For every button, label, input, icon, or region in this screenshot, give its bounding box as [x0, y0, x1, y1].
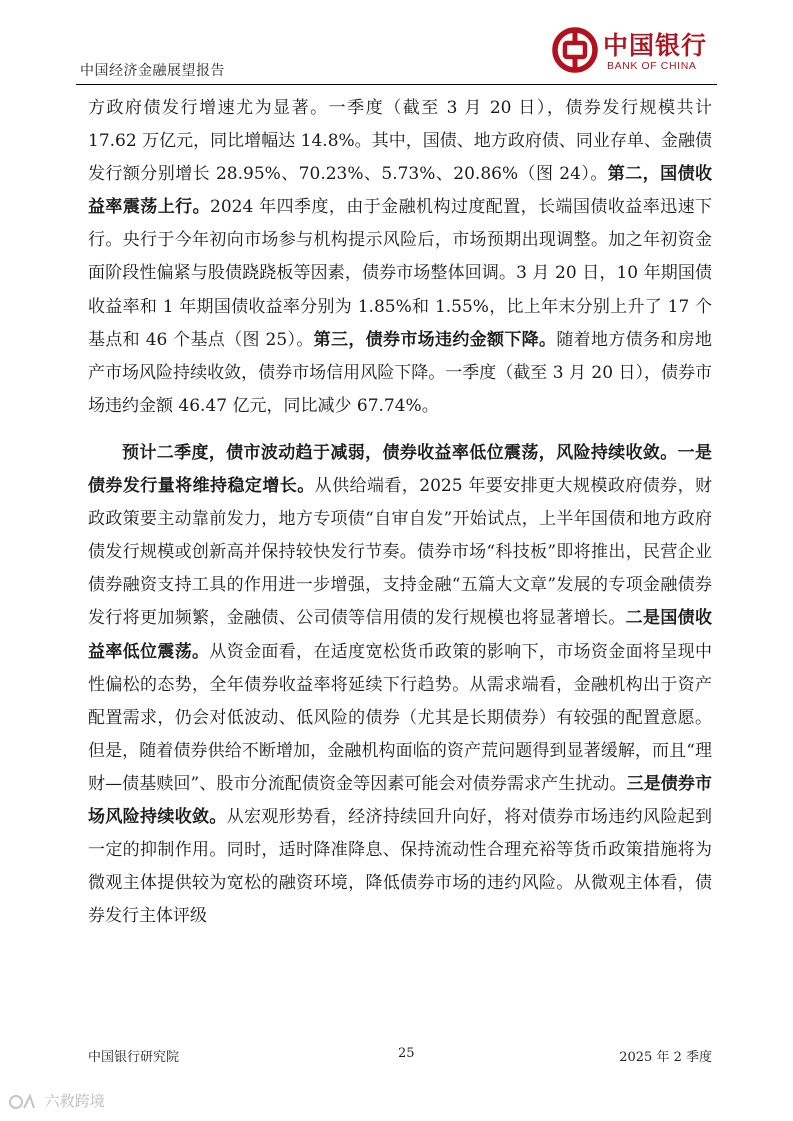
text-run-bold: 二是国债收益率低位震荡。 [88, 608, 713, 662]
text-run: 方政府债发行增速尤为显著。一季度（截至 3 月 20 日），债券发行规模共计 17.62 万亿元，同比增幅达 14.8%。其中，国债、地方政府债、同业存单、金融债发行额分别增长 28.95%、70.23%、5.73%、20.86%（图 24）。 [88, 98, 712, 185]
text-run: 从宏观形势看，经济持续回升向好，将对债券市场违约风险起到一定的抑制作用。同时，适时降准降息、保持流动性合理充裕等货币政策措施将为微观主体提供较为宽松的融资环境，降低债券市场的违约风险。从微观主体看，债券发行主体评级 [88, 806, 713, 927]
text-run-bold: 预计二季度，债市波动趋于减弱，债券收益率低位震荡，风险持续收敛。一是债券发行量将维持稳定增长。 [88, 442, 712, 497]
bank-of-china-emblem-icon [551, 26, 599, 74]
bank-of-china-logo [551, 24, 711, 80]
footer-period: 2025 年 2 季度 [619, 1050, 712, 1065]
watermark-text: 六救跨境 [44, 1092, 105, 1110]
text-run: 从供给端看，2025 年要安排更大规模政府债券，财政政策要主动靠前发力，地方专项债“自审自发”开始试点，上半年国债和地方政府债发行规模或创新高并保持较快发行节奏。债券市场“科技板”即将推出，民营企业债券融资支持工具的作用进一步增强，支持金融“五篇大文章”发展的专项金融债券发行将更加频繁，金融债、公司债等信用债的发行规模也将显著增长。 [88, 476, 713, 629]
paragraph-bond-market-outlook [88, 437, 712, 933]
report-body [88, 92, 712, 933]
text-run-bold: 第三，债券市场违约金额下降。 [313, 329, 557, 350]
page-footer [88, 1046, 712, 1066]
text-run-bold: 第二，国债收益率震荡上行。 [88, 164, 713, 218]
page-header [76, 0, 717, 86]
text-run: 2024 年四季度，由于金融机构过度配置，长端国债收益率迅速下行。央行于今年初向市场参与机构提示风险后，市场预期出现调整。加之年初资金面阶段性偏紧与股债跷跷板等因素，债券市场整体回调。3 月 20 日，10 年期国债收益率和 1 年期国债收益率分别为 1.85%和 1.55%，比上年末分别上升了 17 个基点和 46 个基点（图 25）。 [88, 197, 713, 350]
page-number: 25 [398, 1046, 415, 1061]
logo-chinese-name: 中国银行 [603, 31, 708, 60]
paragraph-bond-market-review [88, 92, 712, 423]
text-run: 随着地方债务和房地产市场风险持续收敛，债券市场信用风险下降。一季度（截至 3 月 20 日），债券市场违约金额 46.47 亿元，同比减少 67.74%。 [88, 329, 713, 416]
text-run-bold: 三是债券市场风险持续收敛。 [88, 773, 712, 827]
footer-organization: 中国银行研究院 [88, 1050, 180, 1065]
watermark-logo-icon [8, 1093, 36, 1111]
logo-english-name: BANK OF CHINA [607, 60, 697, 72]
header-divider [76, 84, 717, 85]
report-title: 中国经济金融展望报告 [80, 63, 225, 79]
text-run: 从资金面看，在适度宽松货币政策的影响下，市场资金面将呈现中性偏松的态势，全年债券收益率将延续下行趋势。从需求端看，金融机构出于资产配置需求，仍会对低波动、低风险的债券（尤其是长期债券）有较强的配置意愿。但是，随着债券供给不断增加，金融机构面临的资产荒问题得到显著缓解，而且“理财—债基赎回”、股市分流配债资金等因素可能会对债券需求产生扰动。 [88, 641, 713, 794]
watermark [8, 1090, 105, 1114]
